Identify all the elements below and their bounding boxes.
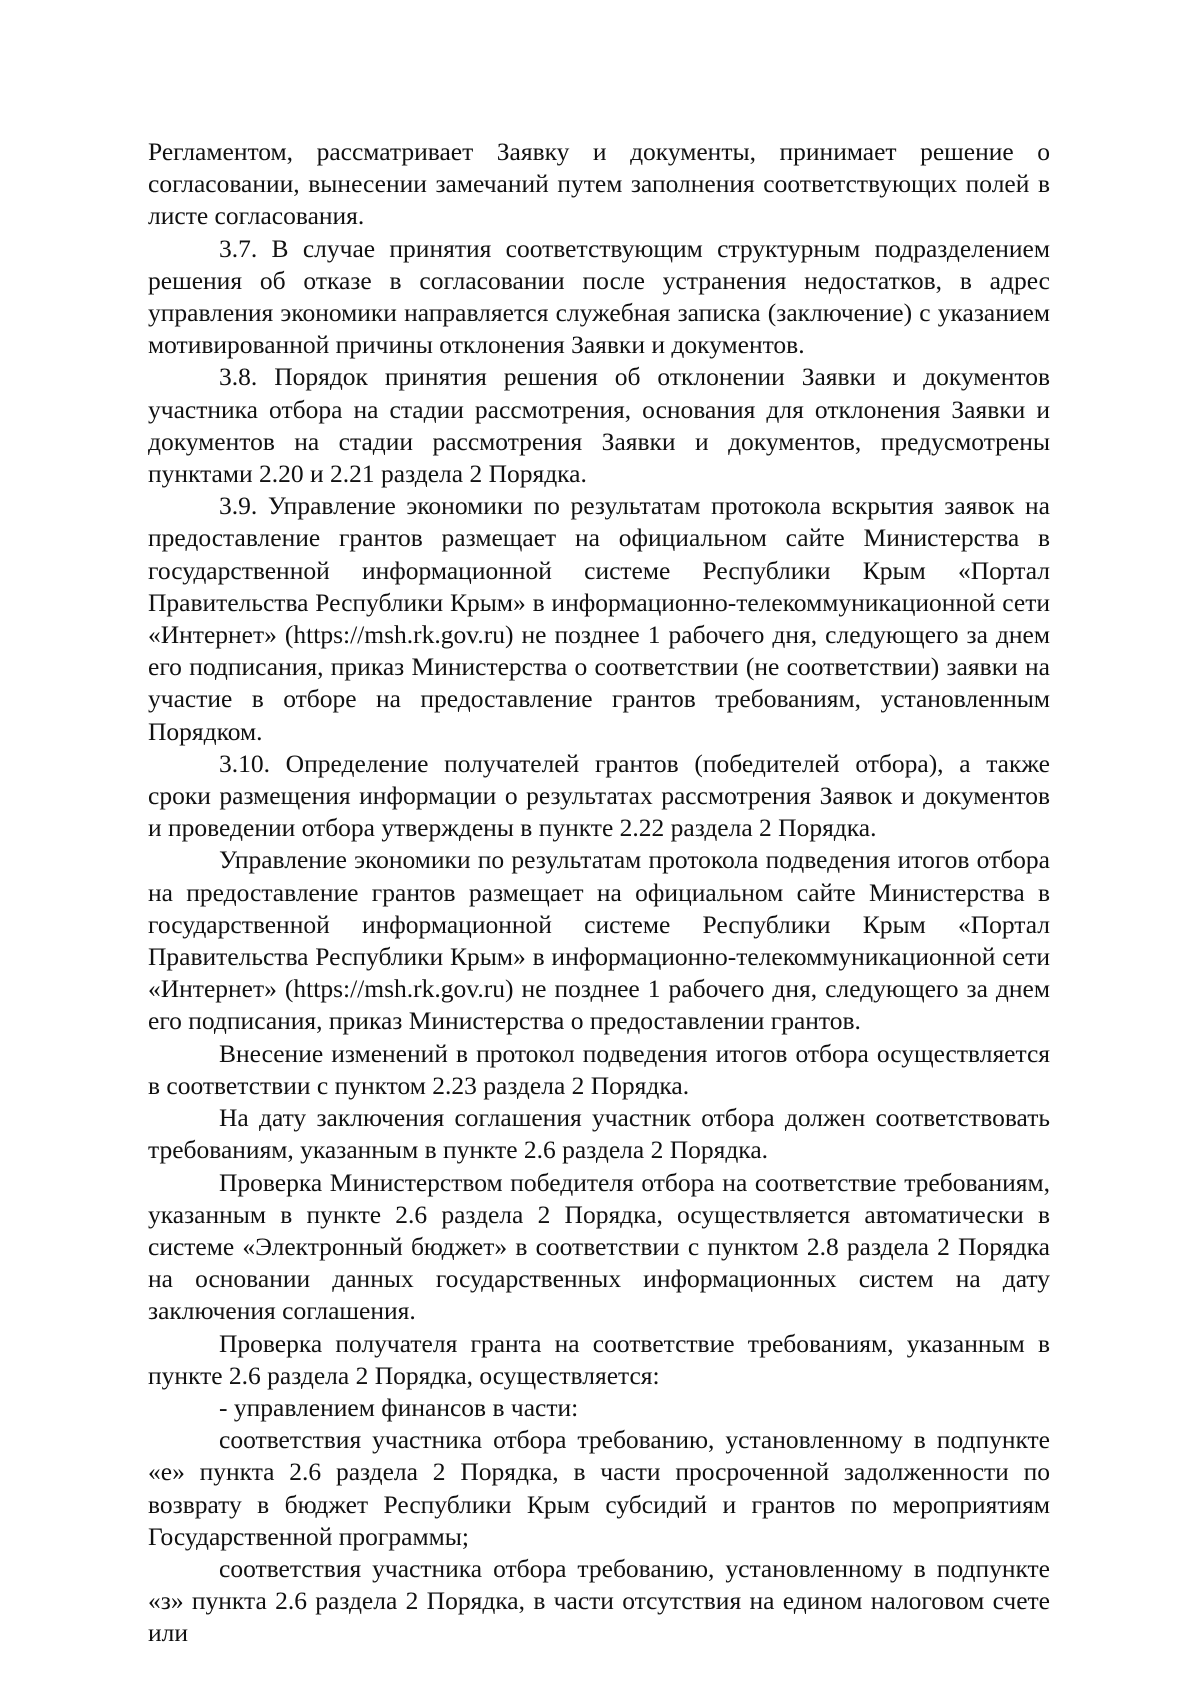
paragraph-protocol-changes: Внесение изменений в протокол подведения итогов отбора осуществляется в соответствии с пунктом 2.23 раздела 2 Порядка. — [148, 1038, 1050, 1100]
paragraph-ministry-check: Проверка Министерством победителя отбора на соответствие требованиям, указанным в пункте 2.6 раздела 2 Порядка, осуществляется автоматически в системе «Электронный бюджет» в соответствии с пунктом 2.8 раздела 2 Порядка на основании данных государственных информационных систем на дату заключения соглашения. — [148, 1167, 1050, 1326]
paragraph-3-10: 3.10. Определение получателей грантов (победителей отбора), а также сроки размещения информации о результатах рассмотрения Заявок и документов и проведении отбора утверждены в пункте 2.22 раздела 2 Порядка. — [148, 748, 1050, 843]
list-item-finance: - управлением финансов в части: — [219, 1392, 579, 1422]
document-page — [148, 136, 1050, 1650]
paragraph-publication: Управление экономики по результатам протокола подведения итогов отбора на предоставление грантов размещает на официальном сайте Министерства в государственной информационной системе Республики Крым «Портал Правительства Республики Крым» в информационно-телекоммуникационной сети «Интернет» (https://msh.rk.gov.ru) не позднее 1 рабочего дня, следующего за днем его подписания, приказ Министерства о предоставлении грантов. — [148, 845, 1050, 1036]
paragraph-requirement-e: соответствия участника отбора требованию, установленному в подпункте «е» пункта 2.6 раздела 2 Порядка, в части просроченной задолженности по возврату в бюджет Республики Крым субсидий и грантов по мероприятиям Государственной программы; — [148, 1425, 1050, 1551]
paragraph-3-8: 3.8. Порядок принятия решения об отклонении Заявки и документов участника отбора на стадии рассмотрения, основания для отклонения Заявки и документов на стадии рассмотрения Заявки и документов, предусмотрены пунктами 2.20 и 2.21 раздела 2 Порядка. — [148, 362, 1050, 489]
paragraph-continuation: Регламентом, рассматривает Заявку и документы, принимает решение о согласовании, вынесении замечаний путем заполнения соответствующих полей в листе согласования. — [148, 137, 1050, 231]
paragraph-recipient-check: Проверка получателя гранта на соответствие требованиям, указанным в пункте 2.6 раздела 2 Порядка, осуществляется: — [148, 1328, 1050, 1390]
paragraph-agreement-date: На дату заключения соглашения участник отбора должен соответствовать требованиям, указанным в пункте 2.6 раздела 2 Порядка. — [148, 1103, 1050, 1165]
paragraph-3-7: 3.7. В случае принятия соответствующим структурным подразделением решения об отказе в согласовании после устранения недостатков, в адрес управления экономики направляется служебная записка (заключение) с указанием мотивированной причины отклонения Заявки и документов. — [148, 233, 1050, 360]
paragraph-requirement-z: соответствия участника отбора требованию, установленному в подпункте «з» пункта 2.6 раздела 2 Порядка, в части отсутствия на едином налоговом счете или — [148, 1553, 1050, 1648]
paragraph-3-9: 3.9. Управление экономики по результатам протокола вскрытия заявок на предоставление грантов размещает на официальном сайте Министерства в государственной информационной системе Республики Крым «Портал Правительства Республики Крым» в информационно-телекоммуникационной сети «Интернет» (https://msh.rk.gov.ru) не позднее 1 рабочего дня, следующего за днем его подписания, приказ Министерства о соответствии (не соответствии) заявки на участие в отборе на предоставление грантов требованиям, установленным Порядком. — [148, 491, 1050, 746]
